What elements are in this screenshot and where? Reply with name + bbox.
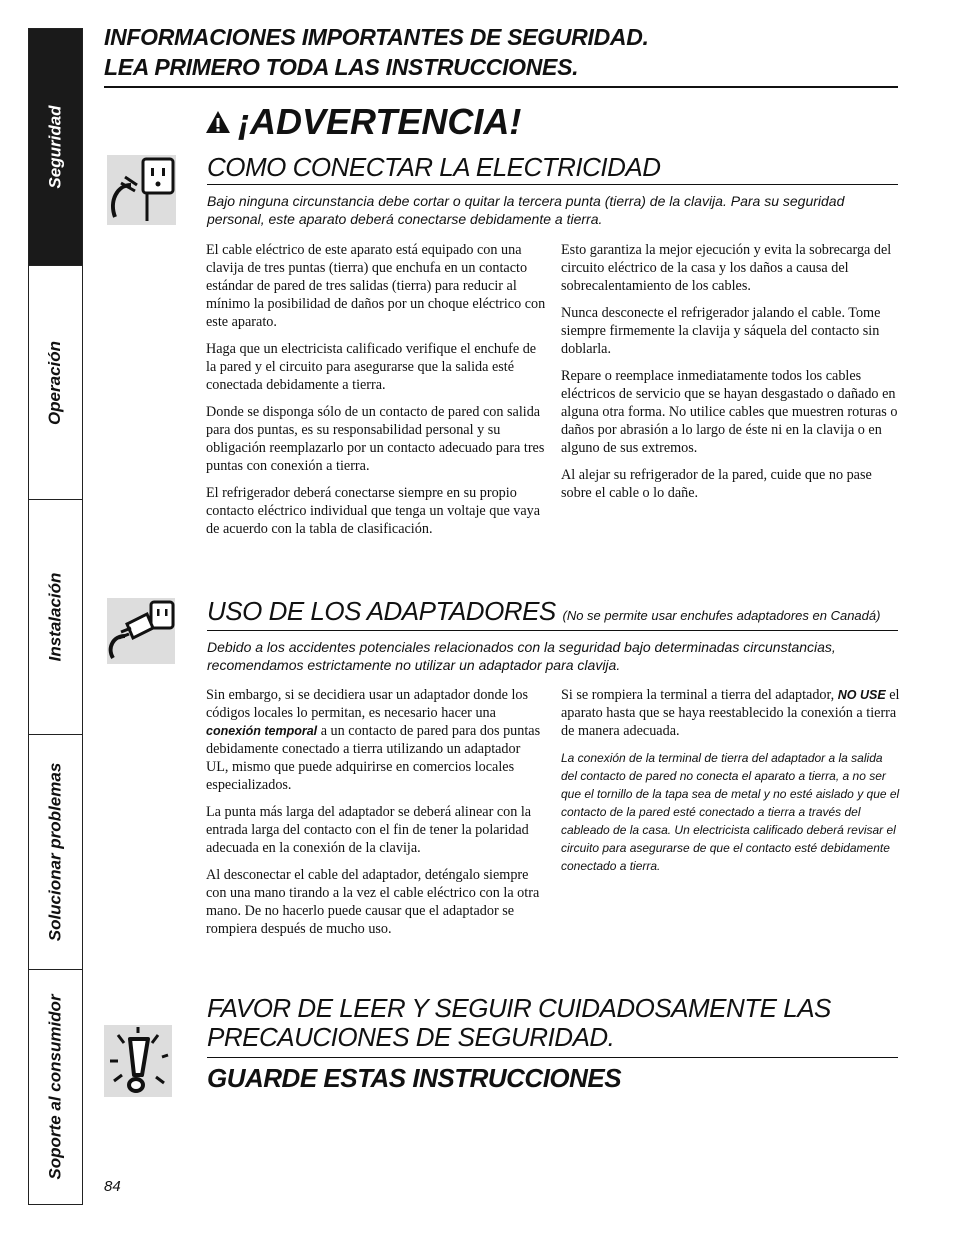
header-divider — [104, 86, 898, 88]
paragraph: Nunca desconecte el refrigerador jalando el cable. Tome siempre firmemente la clavija y sáquela del contacto sin doblarla. — [561, 305, 881, 357]
plug-outlet-icon — [107, 155, 176, 225]
tab-operacion[interactable] — [29, 266, 82, 500]
section-divider — [207, 184, 898, 185]
section-title-electricidad: COMO CONECTAR LA ELECTRICIDAD — [207, 152, 661, 182]
paragraph: Esto garantiza la mejor ejecución y evita la sobrecarga del circuito eléctrico de la casa y los daños a causa del sobrecalentamiento de los cables. — [561, 242, 892, 294]
tab-solucionar-problemas[interactable] — [29, 735, 82, 970]
paragraph: El refrigerador deberá conectarse siempre en su propio contacto eléctrico individual que tenga un voltaje que vaya de acuerdo con la tabla de clasificación. — [206, 485, 541, 537]
section-intro: Bajo ninguna circunstancia debe cortar o quitar la tercera punta (tierra) de la clavija. Para su seguridad personal, este aparato deberá conectarse debidamente a tierra. — [207, 193, 845, 227]
section1-left-column — [206, 241, 546, 547]
section-divider — [207, 630, 898, 631]
tab-label: Seguridad — [45, 105, 65, 189]
text-run: Si se rompiera la terminal a tierra del adaptador, — [561, 687, 838, 703]
section2-left-column — [206, 686, 546, 947]
paragraph: Al alejar su refrigerador de la pared, cuide que no pase sobre el cable o lo dañe. — [561, 467, 872, 501]
paragraph: La punta más larga del adaptador se deberá alinear con la entrada larga del contacto con el fin de tener la polaridad adecuada en la conexión de la clavija. — [206, 804, 532, 856]
tab-label: Solucionar problemas — [45, 762, 65, 942]
section-title-text: USO DE LOS ADAPTADORES — [207, 596, 556, 626]
tab-label: Instalación — [45, 572, 65, 662]
header-line-1: INFORMACIONES IMPORTANTES DE SEGURIDAD. — [104, 24, 649, 50]
paragraph: Donde se disponga sólo de un contacto de pared con salida para dos puntas, es su responsabilidad personal y su obligación reemplazarlo por un contacto adecuado para tres puntas con conexión a tierra. — [206, 404, 545, 474]
tab-soporte-consumidor[interactable] — [29, 970, 82, 1204]
tab-seguridad[interactable] — [29, 29, 82, 266]
paragraph: Repare o reemplace inmediatamente todos los cables eléctricos de servicio que se hayan desgastado o dañado en alguna otra forma. No utilice cables que muestren roturas o daños por abrasión a lo largo de éste ni en la clavija o en alguno de sus extremos. — [561, 368, 898, 456]
emphasis-conexion-temporal: conexión temporal — [206, 724, 318, 738]
text-run: Sin embargo, si se decidiera usar un adaptador donde los códigos locales lo permitan, es necesario hacer una — [206, 687, 529, 721]
section-intro: Debido a los accidentes potenciales relacionados con la seguridad bajo determinadas circunstancias, recomendamos estrictamente no utilizar un adaptador para clavija. — [207, 639, 836, 673]
tab-instalacion[interactable] — [29, 500, 82, 735]
text-run: a un contacto de pared para dos puntas debidamente conectado a tierra utilizando un adaptador UL, mismo que puede adquirirse en comercios locales especializados. — [206, 723, 541, 793]
section-divider — [207, 1057, 898, 1058]
section2-right-column — [561, 686, 901, 884]
header-line-2: LEA PRIMERO TODA LAS INSTRUCCIONES. — [104, 54, 579, 80]
paragraph — [206, 686, 546, 794]
page-number: 84 — [104, 1178, 121, 1195]
page-header — [104, 22, 898, 82]
paragraph — [561, 686, 901, 740]
precautions-statement: FAVOR DE LEER Y SEGUIR CUIDADOSAMENTE LAS PRECAUCIONES DE SEGURIDAD. — [207, 993, 831, 1052]
section1-right-column — [561, 241, 901, 511]
text-run: el aparato hasta que se haya reestablecido la conexión a tierra de manera adecuada. — [561, 687, 900, 739]
emphasis-no-use: NO USE — [837, 688, 886, 702]
warning-title: ¡ADVERTENCIA! — [238, 101, 522, 142]
sidebar-nav — [28, 28, 83, 1205]
plug-adapter-icon — [107, 598, 175, 664]
paragraph: Haga que un electricista calificado verifique el enchufe de la pared y el circuito para asegurarse que la salida esté conectada debidamente a tierra. — [206, 341, 537, 393]
warning-heading — [204, 98, 521, 146]
exclamation-caution-icon — [104, 1025, 172, 1097]
note-paragraph: La conexión de la terminal de tierra del adaptador a la salida del contacto de pared no conecta el aparato a tierra, a no ser que el tornillo de la tapa sea de metal y no esté aislado y que el contacto de la pared esté conectado a tierra a través del cableado de la casa. Un electricista calificado deberá revisar el circuito para asegurarse de que el contacto esté debidamente conectado a tierra. — [561, 751, 900, 873]
warning-triangle-icon — [204, 109, 232, 135]
tab-label: Soporte al consumidor — [45, 994, 65, 1180]
tab-label: Operación — [45, 340, 65, 425]
save-instructions-heading: GUARDE ESTAS INSTRUCCIONES — [207, 1063, 622, 1093]
paragraph: Al desconectar el cable del adaptador, deténgalo siempre con una mano tirando a la vez el cable eléctrico con la otra mano. De no hacerlo puede causar que el adaptador se rompiera después de mucho uso. — [206, 867, 540, 937]
section-title-note: (No se permite usar enchufes adaptadores en Canadá) — [562, 608, 881, 623]
section-title-adaptadores — [207, 596, 880, 631]
paragraph: El cable eléctrico de este aparato está equipado con una clavija de tres puntas (tierra) que enchufa en un contacto estándar de pared de tres salidas (tierra) para reducir al mínimo la posibilidad de daños por un choque eléctrico con este aparato. — [206, 242, 546, 330]
